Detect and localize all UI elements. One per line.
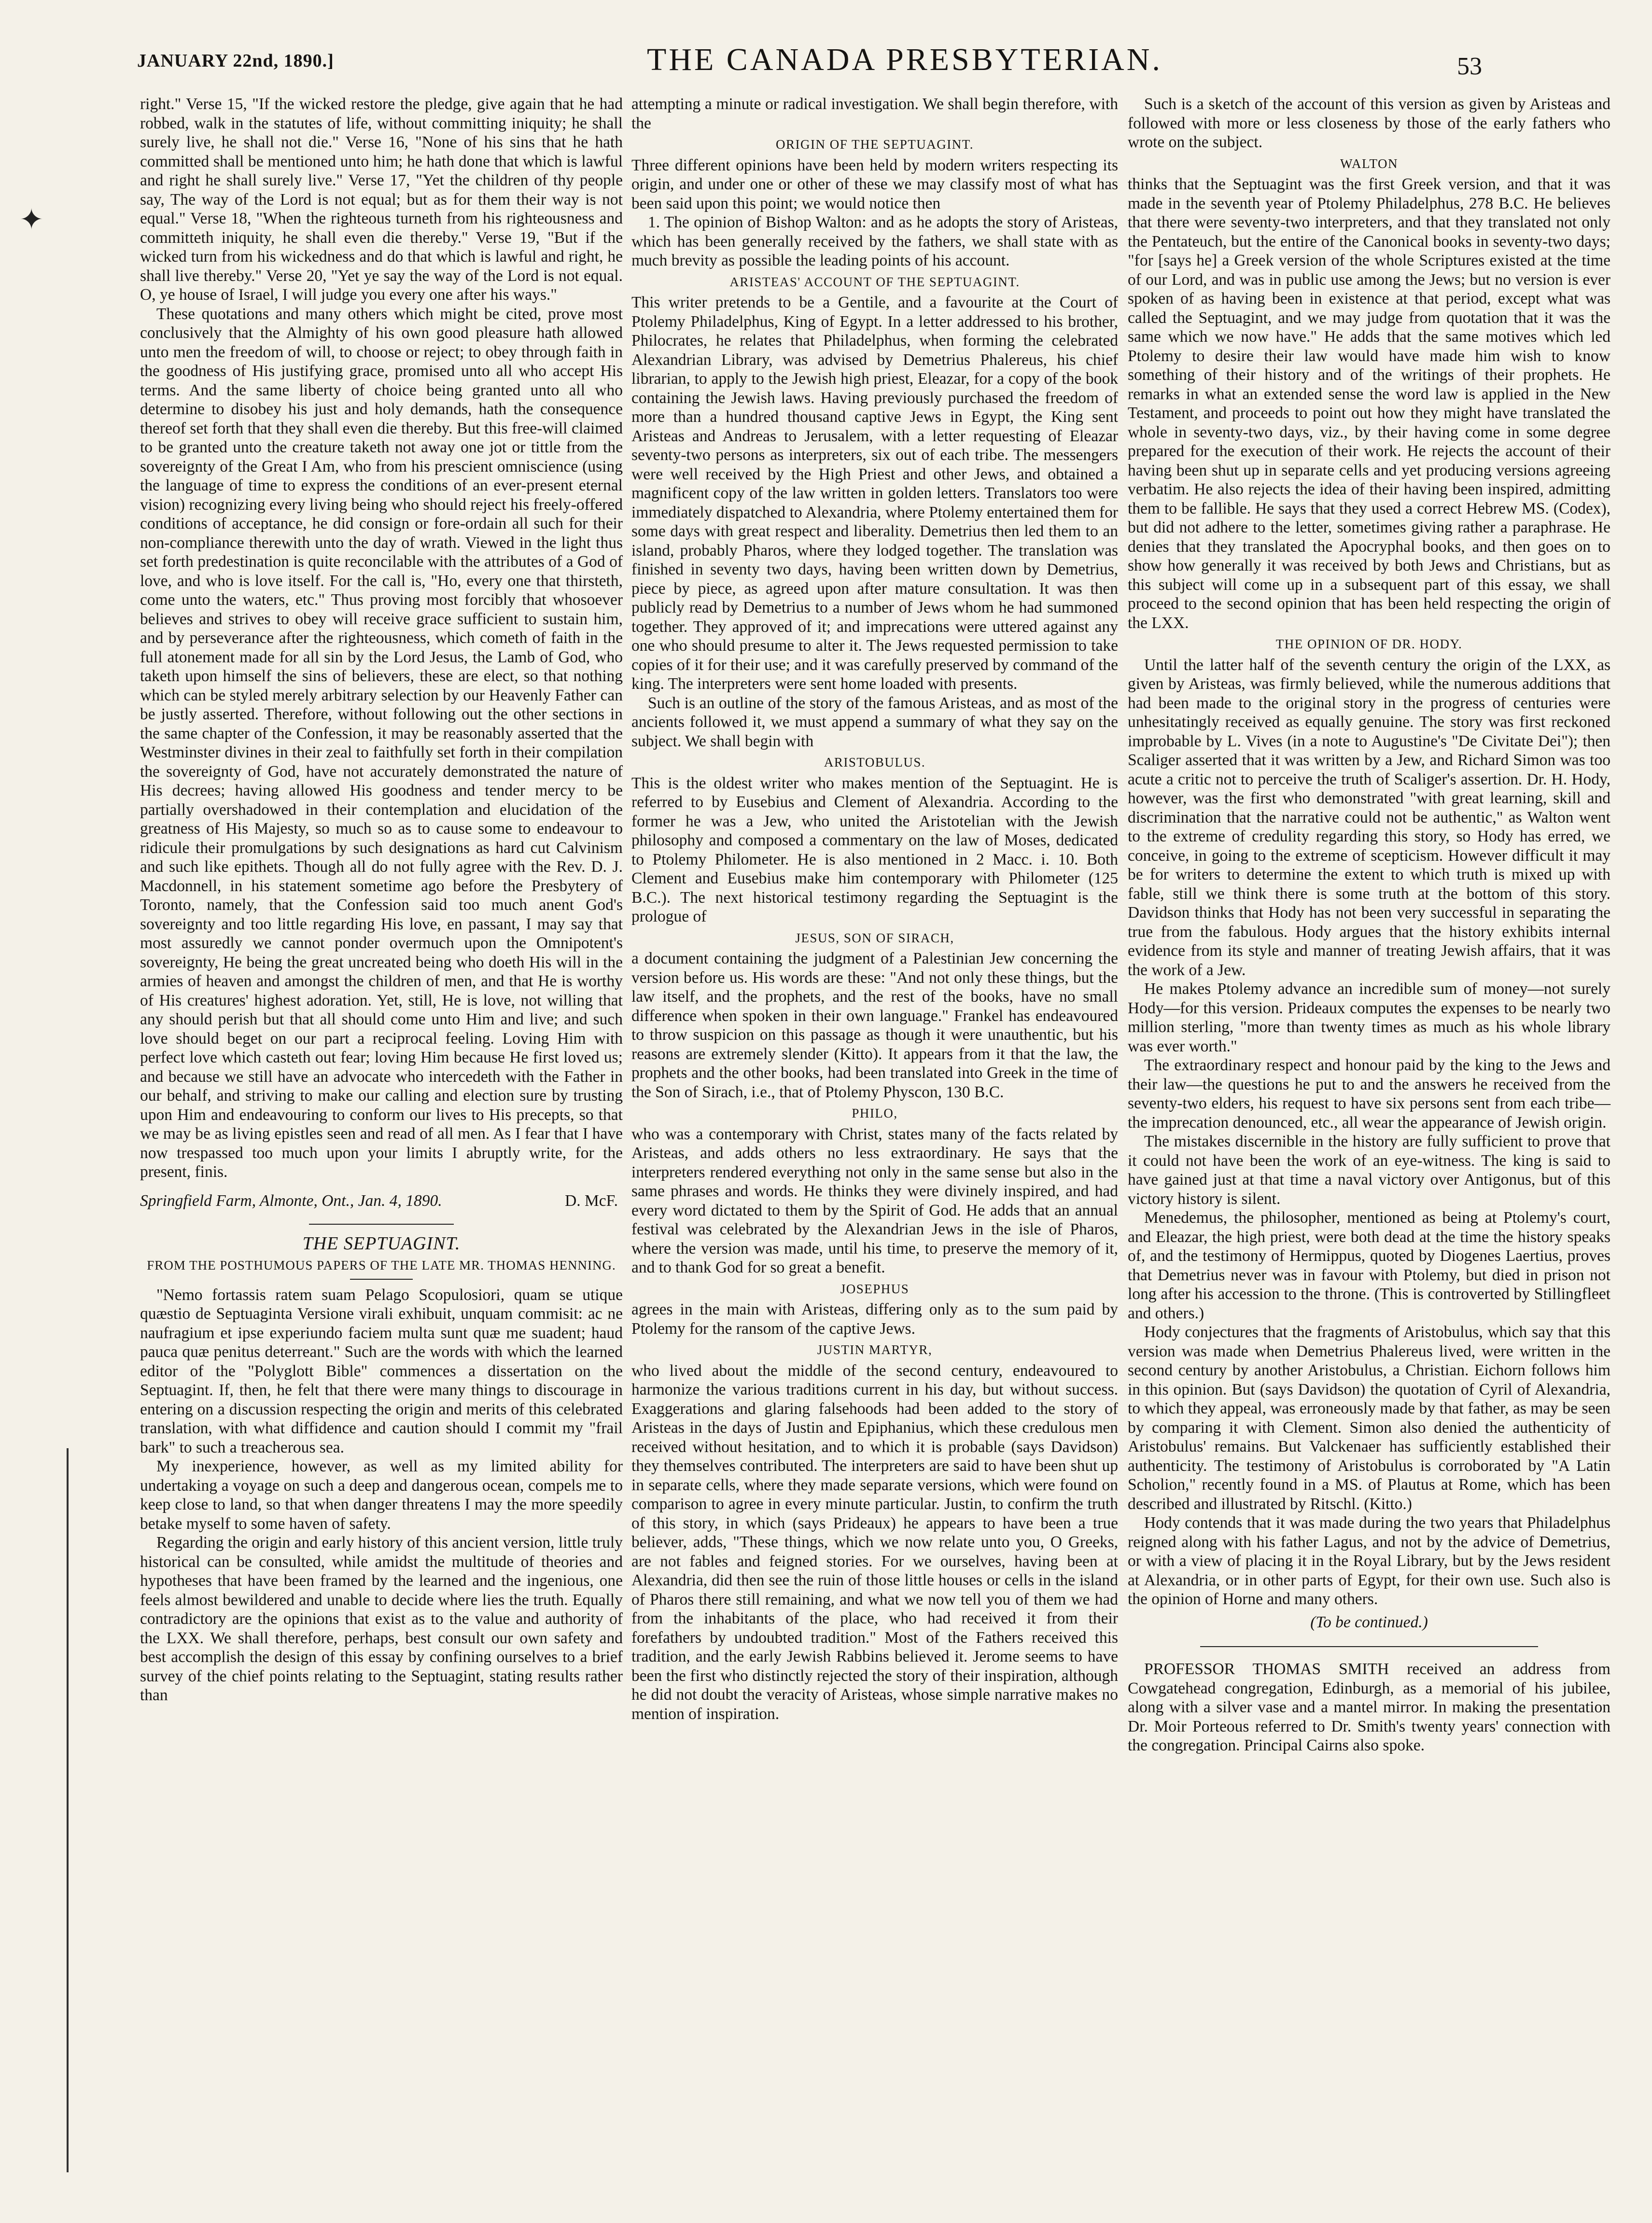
column-1 — [140, 95, 623, 1705]
paragraph: These quotations and many others which might be cited, prove most conclusively that the Almighty of his own good pleasure hath allowed unto men the freedom of will, to choose or reject; to obey through faith in the goodness of His justifying grace, promised unto all who accept His terms. And the same liberty of choice being granted unto all who determine to disobey his just and holy demands, hath the consequence thereof set forth that they shall even die thereby. But this free-will claimed to be granted unto the creature taketh not away one jot or tittle from the sovereignty of the Great I Am, who from his prescient omniscience (using the language of time to express the conditions of an ever-present eternal vision) recognizing every living being who should reject his freely-offered conditions of acceptance, he did consign or fore-ordain all such for their non-compliance therewith unto the day of wrath. Viewed in the light thus set forth predestination is quite reconcilable with the attributes of a God of love, and who is love itself. For the call is, "Ho, every one that thirsteth, come unto the waters, etc." Thus proving most forcibly that whosoever believes and strives to obey will receive grace sufficient to sustain him, and by perseverance after the righteousness, which cometh of faith in the full atonement made for all sin by the Lord Jesus, the Lamb of God, who taketh upon himself the sins of believers, these are elect, so that nothing which can be styled merely arbitrary selection by our Heavenly Father can be justly asserted. Therefore, without following out the other sections in the same chapter of the Confession, it may be reasonably asserted that the Westminster divines in their zeal to faithfully set forth in their compilation the sovereignty of God, have not accurately demonstrated the nature of His decrees; having allowed His goodness and tender mercy to be partially overshadowed in their contemplation and elucidation of the greatness of His Majesty, so much so as to cause some to endeavour to ridicule their promulgations by such designations as hard cut Calvinism and such like epithets. Though all do not fully agree with the Rev. D. J. Macdonnell, in his statement sometime ago before the Presbytery of Toronto, namely, that the Confession said too much anent God's sovereignty and too little regarding His love, en passant, I may say that most assuredly we cannot ponder overmuch upon the Omnipotent's sovereignty, He being the great uncreated being who doeth His will in the armies of heaven and amongst the children of men, and that He is worthy of His creatures' highest adoration. Yet, still, He is love, not willing that any should perish but that all should come unto Him and live; and such love should beget on our part a reciprocal feeling. Loving Him with perfect love which casteth out fear; loving Him because He first loved us; and because we still have an advocate who intercedeth with the Father in our behalf, and striving to make our calling and election sure by trusting upon Him and endeavouring to conform our lives to His precepts, so that we may be as living epistles seen and read of all men. As I fear that I have now trespassed too much upon your limits I abruptly write, for the present, finis. — [140, 305, 623, 1181]
paragraph: The extraordinary respect and honour paid by the king to the Jews and their law—the questions he put to and the answers he received from the seventy-two elders, his request to have six persons sent from each tribe—the imprecation denounced, etc., all wear the appearance of Jewish origin. — [1128, 1056, 1610, 1132]
divider — [1200, 1646, 1538, 1647]
masthead-title: THE CANADA PRESBYTERIAN. — [647, 42, 1162, 77]
paragraph: Hody conjectures that the fragments of Aristobulus, which say that this version was made when Demetrius Phalereus lived, were written in the second century by another Aristobulus, a Christian. Eichorn follows him in this opinion. But (says Davidson) the quotation of Cyril of Alexandria, to which they appeal, was erroneously made by that father, as may be seen by comparing it with Clement. Simon also denied the authenticity of Aristobulus' remains. But Valckenaer has sufficiently established their authenticity. The testimony of Aristobulus is corroborated by "A Latin Scholion," recently found in a MS. of Plautus at Rome, which has been described and illustrated by Ritschl. (Kitto.) — [1128, 1323, 1610, 1513]
section-heading: ARISTOBULUS. — [824, 755, 926, 769]
section-heading: WALTON — [1340, 156, 1398, 171]
section-heading: ORIGIN OF THE SEPTUAGINT. — [776, 137, 974, 152]
page-number: 53 — [1457, 53, 1482, 80]
issue-date: JANUARY 22nd, 1890.] — [137, 51, 334, 71]
paragraph: Three different opinions have been held by modern writers respecting its origin, and under one or other of these we may classify most of what has been said upon this point; we would notice then — [631, 156, 1118, 212]
paragraph: Hody contends that it was made during the two years that Philadelphus reigned along with his father Lagus, and not by the advice of Demetrius, or with a view of placing it in the Royal Library, but by the Jews resident at Alexandria, or in other parts of Egypt, for their own use. Such also is the opinion of Horne and many others. — [1128, 1514, 1610, 1608]
paragraph: This writer pretends to be a Gentile, and a favourite at the Court of Ptolemy Philadelphus, King of Egypt. In a letter addressed to his brother, Philocrates, he relates that Philadelphus, when forming the celebrated Alexandrian Library, was advised by Demetrius Phalereus, his chief librarian, to apply to the Jewish high priest, Eleazar, for a copy of the book containing the Jewish laws. Having previously purchased the freedom of more than a hundred thousand captive Jews in Egypt, the King sent Aristeas and Andreas to Jerusalem, with a letter requesting of Eleazar seventy-two persons as interpreters, six out of each tribe. The messengers were well received by the High Priest and other Jews, and obtained a magnificent copy of the law written in golden letters. Translators too were immediately dispatched to Alexandria, where Ptolemy entertained them for some days with great respect and liberality. Demetrius then led them to an island, probably Pharos, where they lodged together. The translation was finished in seventy two days, having been written down by Demetrius, piece by piece, as agreed upon after mature consultation. It was then publicly read by Demetrius to a number of Jews whom he had summoned together. They approved of it; and imprecations were uttered against any one who should presume to alter it. The Jews requested permission to take copies of it for their use; and it was carefully preserved by command of the king. The interpreters were sent home loaded with presents. — [631, 294, 1118, 693]
section-heading: JOSEPHUS — [840, 1281, 910, 1296]
paragraph: right." Verse 15, "If the wicked restore the pledge, give again that he had robbed, walk in the statutes of life, without committing iniquity; he shall surely live, he shall not die." Verse 16, "None of his sins that he hath committed shall be mentioned unto him; he hath done that which is lawful and right he shall surely live." Verse 17, "Yet the children of thy people say, The way of the Lord is not equal; but as for them their way is not equal." Verse 18, "When the righteous turneth from his righteousness and committeth iniquity, he shall even die thereby." Verse 19, "But if the wicked turn from his wickedness and do that which is lawful and right, he shall live thereby." Verse 20, "Yet ye say the way of the Lord is not equal. O, ye house of Israel, I will judge you every one after his ways." — [140, 95, 623, 304]
section-heading: THE OPINION OF DR. HODY. — [1275, 637, 1463, 651]
paragraph: Such is an outline of the story of the famous Aristeas, and as most of the ancients followed it, we must append a summary of what they say on the subject. We shall begin with — [631, 694, 1118, 750]
paragraph: Until the latter half of the seventh century the origin of the LXX, as given by Aristeas, was firmly believed, while the numerous additions that had been made to the original story in the progress of centuries were unhesitatingly received as equally genuine. The story was first reckoned improbable by L. Vives (in a note to Augustine's "De Civitate Dei"); then Scaliger asserted that it was written by a Jew, and Richard Simon was too acute a critic not to perceive the truth of Scaliger's assertion. Dr. H. Hody, however, was the first who demonstrated "with great learning, skill and discrimination that the narrative could not be authentic," as Walton went to the extreme of credulity regarding this story, so Hody has erred, we conceive, in going to the extreme of scepticism. However difficult it may be for writers to determine the extent to which truth is mixed up with fable, still we think there is some truth at the bottom of this story. Davidson thinks that Hody has not been very successful in separating the true from the fabulous. Hody argues that the history exhibits internal evidence from its style and manner of treating Jewish affairs, that it was the work of a Jew. — [1128, 656, 1610, 979]
article-title: THE SEPTUAGINT. — [302, 1233, 461, 1254]
signature-place: Springfield Farm, Almonte, Ont., Jan. 4, 1890. — [140, 1191, 442, 1210]
paragraph: He makes Ptolemy advance an incredible sum of money—not surely Hody—for this version. Prideaux computes the expenses to be nearly two million sterling, "more than twenty times as much as his whole library was ever worth." — [1128, 980, 1610, 1055]
paragraph: attempting a minute or radical investigation. We shall begin therefore, with the — [631, 95, 1118, 132]
column-2 — [631, 95, 1118, 1723]
paragraph: My inexperience, however, as well as my limited ability for undertaking a voyage on such a deep and dangerous ocean, compels me to keep close to land, so that when danger threatens I may the more speedily betake myself to some haven of safety. — [140, 1457, 623, 1533]
margin-rule — [67, 1448, 69, 2172]
paragraph: "Nemo fortassis ratem suam Pelago Scopulosiori, quam se utique quæstio de Septuaginta Versione virali exhibuit, unquam commisit: ac ne naufragium et ipse experiundo faciem multa sunt quæ me suadent; haud pauca quæ penitus deterreant." Such are the words with which the learned editor of the "Polyglott Bible" commences a dissertation on the Septuagint. If, then, he felt that there were many things to discourage in entering on a discussion respecting the origin and merits of this celebrated translation, with what diffidence and caution should I commit my "frail bark" to such a treacherous sea. — [140, 1286, 623, 1456]
paragraph: Regarding the origin and early history of this ancient version, little truly historical can be consulted, while amidst the multitude of theories and hypotheses that have been framed by the learned and the ingenious, one feels almost bewildered and unable to decide where lies the truth. Equally contradictory are the opinions that exist as to the value and authority of the LXX. We shall therefore, perhaps, best consult our own safety and best accomplish the design of this essay by confining ourselves to a brief survey of the chief points relating to the Septuagint, stating results rather than — [140, 1534, 623, 1704]
paragraph: Such is a sketch of the account of this version as given by Aristeas and followed with more or less closeness by those of the early fathers who wrote on the subject. — [1128, 95, 1610, 151]
divider — [350, 1279, 413, 1280]
section-heading: ARISTEAS' ACCOUNT OF THE SEPTUAGINT. — [729, 274, 1020, 289]
continued-note: (To be continued.) — [1310, 1613, 1428, 1631]
paragraph: This is the oldest writer who makes mention of the Septuagint. He is referred to by Eusebius and Clement of Alexandria. According to the former he was a Jew, who united the Aristotelian with the Jewish philosophy and composed a commentary on the law of Moses, dedicated to Ptolemy Philometer. He is also mentioned in 2 Macc. i. 10. Both Clement and Eusebius make him contemporary with Philometer (125 B.C.). The next historical testimony regarding the Septuagint is the prologue of — [631, 774, 1118, 925]
paragraph: a document containing the judgment of a Palestinian Jew concerning the version before us. His words are these: "And not only these things, but the law itself, and the prophets, and the rest of the books, have no small difference when spoken in their own language." Frankel has endeavoured to throw suspicion on this passage as though it were unauthentic, but his reasons are extremely slender (Kitto). It appears from it that the law, the prophets and the other books, had been translated into Greek in the time of the Son of Sirach, i.e., that of Ptolemy Physcon, 130 B.C. — [631, 950, 1118, 1101]
news-item: PROFESSOR THOMAS SMITH received an address from Cowgatehead congregation, Edinburgh, as a memorial of his jubilee, along with a silver vase and a mantel mirror. In making the presentation Dr. Moir Porteous referred to Dr. Smith's twenty years' connection with the congregation. Principal Cairns also spoke. — [1128, 1660, 1610, 1754]
article-subtitle: FROM THE POSTHUMOUS PAPERS OF THE LATE MR. THOMAS HENNING. — [147, 1258, 616, 1272]
paragraph: thinks that the Septuagint was the first Greek version, and that it was made in the seventh year of Ptolemy Philadelphus, 278 B.C. He believes that there were seventy-two interpreters, and that they translated not only the Pentateuch, but the entire of the Canonical books in seventy-two days; "for [says he] a Greek version of the whole Scriptures existed at the time of our Lord, and was in public use among the Jews; but no version is ever spoken of as having been in existence at that period, except what was called the Septuagint, and we may judge from quotation that it was the same which we now have." He adds that the same motives which led Ptolemy to desire their law would have made him wish to know something of their history and of the writings of their prophets. He remarks in what an extended sense the word law is applied in the New Testament, and proceeds to point out how they might have translated the whole in seventy-two days, viz., by their having come in some degree prepared for the execution of their work. He rejects the account of their having been shut up in separate cells and yet producing versions agreeing verbatim. He also rejects the idea of their having been inspired, admitting them to be fallible. He says that they used a correct Hebrew MS. (Codex), but did not adhere to the letter, sometimes giving rather a paraphrase. He denies that they translated the Apocryphal books, and then goes on to show how generally it was received by both Jews and Christians, but as this subject will come up in a subsequent part of this essay, we shall proceed to the second opinion that has been held respecting the origin of the LXX. — [1128, 175, 1610, 632]
section-heading: PHILO, — [852, 1106, 898, 1120]
signature-line — [140, 1191, 623, 1211]
section-heading: JUSTIN MARTYR, — [817, 1342, 933, 1357]
column-3 — [1128, 95, 1610, 1755]
paragraph: who was a contemporary with Christ, states many of the facts related by Aristeas, and adds others no less extraordinary. He says that the interpreters rendered everything not only in the same sense but also in the same phrases and words. He thinks they were divinely inspired, and had every word dictated to them by the Spirit of God. He adds that an annual festival was celebrated by the Alexandrian Jews in the isle of Pharos, where the version was made, until his time, to preserve the memory of it, and to thank God for so great a benefit. — [631, 1125, 1118, 1276]
paragraph: Menedemus, the philosopher, mentioned as being at Ptolemy's court, and Eleazar, the high priest, were both dead at the time the history speaks of, and the testimony of Hermippus, quoted by Diogenes Laertius, proves that Demetrius never was in favour with Ptolemy, but died in prison not long after his accession to the throne. (This is controverted by Stillingfleet and others.) — [1128, 1209, 1610, 1322]
paragraph: The mistakes discernible in the history are fully sufficient to prove that it could not have been the work of an eye-witness. The king is said to have gained just at that time a naval victory over Antigonus, but of this victory history is silent. — [1128, 1132, 1610, 1208]
paragraph: 1. The opinion of Bishop Walton: and as he adopts the story of Aristeas, which has been generally received by the fathers, we shall state with as much brevity as possible the leading points of his account. — [631, 213, 1118, 269]
margin-mark: ✦ — [19, 204, 44, 236]
signature-name: D. McF. — [565, 1191, 618, 1210]
paragraph: who lived about the middle of the second century, endeavoured to harmonize the various traditions current in his day, but without success. Exaggerations and glaring falsehoods had been added to the story of Aristeas in the days of Justin and Epiphanius, which these credulous men received without hesitation, and to which it is probable (says Davidson) they themselves contributed. The interpreters are said to have been shut up in separate cells, where they made separate versions, which were found on comparison to agree in every minute particular. Justin, to confirm the truth of this story, in which (says Prideaux) he appears to have been a true believer, adds, "These things, which we now relate unto you, O Greeks, are not fables and feigned stories. For we ourselves, having been at Alexandria, did then see the ruin of those little houses or cells in the island of Pharos there still remaining, and what we now tell you of them we had from the inhabitants of the place, who had received it from their forefathers by undoubted tradition." Most of the Fathers received this tradition, and the early Jewish Rabbins believed it. Jerome seems to have been the first who distinctly rejected the story of their inspiration, although he did not doubt the veracity of Aristeas, whose simple narrative makes no mention of inspiration. — [631, 1361, 1118, 1723]
paragraph: agrees in the main with Aristeas, differing only as to the sum paid by Ptolemy for the ransom of the captive Jews. — [631, 1300, 1118, 1338]
divider — [309, 1224, 454, 1225]
section-heading: JESUS, SON OF SIRACH, — [795, 930, 954, 945]
